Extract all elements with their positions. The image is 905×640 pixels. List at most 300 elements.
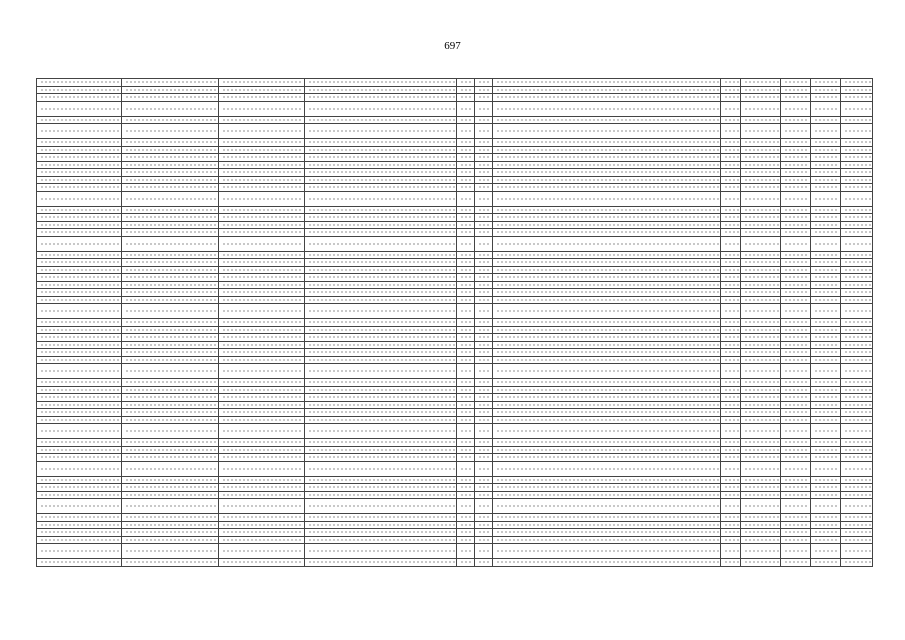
table-cell xyxy=(219,221,305,229)
table-cell xyxy=(811,206,841,214)
table-cell xyxy=(741,484,781,492)
table-cell xyxy=(457,206,475,214)
table-row xyxy=(37,221,873,229)
table-cell xyxy=(721,514,741,522)
table-cell xyxy=(122,326,219,334)
table-cell xyxy=(493,544,721,559)
page-number: 697 xyxy=(444,40,461,52)
table-cell xyxy=(841,499,873,514)
table-cell xyxy=(305,386,457,394)
table-cell xyxy=(721,281,741,289)
table-cell xyxy=(219,184,305,192)
table-cell xyxy=(721,379,741,387)
table-cell xyxy=(37,544,122,559)
table-row xyxy=(37,349,873,357)
table-cell xyxy=(781,401,811,409)
table-cell xyxy=(811,319,841,327)
table-cell xyxy=(493,319,721,327)
table-cell xyxy=(475,544,493,559)
table-cell xyxy=(841,274,873,282)
table-cell xyxy=(305,266,457,274)
table-cell xyxy=(841,281,873,289)
table-cell xyxy=(721,559,741,567)
table-cell xyxy=(741,296,781,304)
table-cell xyxy=(493,281,721,289)
table-cell xyxy=(741,394,781,402)
table-cell xyxy=(305,514,457,522)
table-cell xyxy=(457,289,475,297)
table-cell xyxy=(741,544,781,559)
table-cell xyxy=(305,116,457,124)
table-cell xyxy=(741,529,781,537)
table-cell xyxy=(122,454,219,462)
table-cell xyxy=(37,514,122,522)
table-cell xyxy=(741,521,781,529)
table-cell xyxy=(305,476,457,484)
table-cell xyxy=(721,206,741,214)
table-cell xyxy=(122,124,219,139)
table-row xyxy=(37,401,873,409)
table-cell xyxy=(475,86,493,94)
table-cell xyxy=(37,139,122,147)
table-cell xyxy=(475,476,493,484)
table-cell xyxy=(781,379,811,387)
table-cell xyxy=(741,416,781,424)
table-cell xyxy=(781,184,811,192)
table-cell xyxy=(37,461,122,476)
table-cell xyxy=(493,484,721,492)
table-cell xyxy=(475,424,493,439)
table-cell xyxy=(781,439,811,447)
table-cell xyxy=(475,146,493,154)
table-cell xyxy=(741,154,781,162)
table-cell xyxy=(305,544,457,559)
table-cell xyxy=(219,214,305,222)
table-cell xyxy=(457,439,475,447)
table-cell xyxy=(305,439,457,447)
table-cell xyxy=(781,101,811,116)
table-row xyxy=(37,229,873,237)
table-cell xyxy=(781,424,811,439)
table-cell xyxy=(493,364,721,379)
table-cell xyxy=(122,236,219,251)
table-cell xyxy=(721,439,741,447)
table-cell xyxy=(219,251,305,259)
table-cell xyxy=(219,499,305,514)
table-cell xyxy=(219,461,305,476)
table-cell xyxy=(841,169,873,177)
table-row xyxy=(37,214,873,222)
table-cell xyxy=(493,116,721,124)
table-cell xyxy=(305,364,457,379)
table-cell xyxy=(219,94,305,102)
table-cell xyxy=(741,334,781,342)
table-cell xyxy=(475,491,493,499)
table-cell xyxy=(122,161,219,169)
table-cell xyxy=(219,146,305,154)
table-cell xyxy=(37,476,122,484)
table-cell xyxy=(741,191,781,206)
table-cell xyxy=(781,296,811,304)
table-cell xyxy=(781,214,811,222)
table-cell xyxy=(457,139,475,147)
table-cell xyxy=(219,446,305,454)
table-cell xyxy=(841,484,873,492)
table-cell xyxy=(475,251,493,259)
table-cell xyxy=(811,229,841,237)
table-row xyxy=(37,146,873,154)
table-cell xyxy=(475,364,493,379)
table-cell xyxy=(781,259,811,267)
table-cell xyxy=(781,221,811,229)
table-cell xyxy=(841,559,873,567)
table-cell xyxy=(741,559,781,567)
table-cell xyxy=(219,296,305,304)
table-cell xyxy=(741,424,781,439)
table-row xyxy=(37,356,873,364)
table-cell xyxy=(475,274,493,282)
table-cell xyxy=(457,229,475,237)
table-cell xyxy=(37,124,122,139)
table-cell xyxy=(811,424,841,439)
table-cell xyxy=(841,529,873,537)
table-cell xyxy=(781,416,811,424)
table-cell xyxy=(493,139,721,147)
table-cell xyxy=(721,341,741,349)
table-cell xyxy=(122,176,219,184)
table-row xyxy=(37,454,873,462)
table-cell xyxy=(741,454,781,462)
table-cell xyxy=(475,454,493,462)
table-cell xyxy=(475,139,493,147)
table-cell xyxy=(841,514,873,522)
table-cell xyxy=(305,559,457,567)
table-cell xyxy=(841,251,873,259)
table-cell xyxy=(741,289,781,297)
table-cell xyxy=(811,221,841,229)
table-cell xyxy=(721,521,741,529)
table-cell xyxy=(305,461,457,476)
table-cell xyxy=(122,116,219,124)
table-cell xyxy=(493,146,721,154)
table-cell xyxy=(781,484,811,492)
table-cell xyxy=(37,521,122,529)
table-cell xyxy=(305,304,457,319)
table-row xyxy=(37,139,873,147)
table-row xyxy=(37,304,873,319)
table-cell xyxy=(122,169,219,177)
table-cell xyxy=(475,386,493,394)
table-cell xyxy=(37,341,122,349)
table-cell xyxy=(305,86,457,94)
table-cell xyxy=(475,296,493,304)
table-cell xyxy=(457,559,475,567)
table-cell xyxy=(219,364,305,379)
table-cell xyxy=(741,206,781,214)
table-cell xyxy=(741,116,781,124)
table-cell xyxy=(741,79,781,87)
table-cell xyxy=(37,454,122,462)
table-cell xyxy=(122,461,219,476)
table-cell xyxy=(457,191,475,206)
table-cell xyxy=(122,559,219,567)
table-cell xyxy=(457,461,475,476)
table-cell xyxy=(219,229,305,237)
table-cell xyxy=(305,499,457,514)
table-cell xyxy=(475,439,493,447)
table-cell xyxy=(457,94,475,102)
table-cell xyxy=(811,401,841,409)
table-cell xyxy=(493,79,721,87)
table-cell xyxy=(721,394,741,402)
table-cell xyxy=(219,176,305,184)
table-cell xyxy=(741,176,781,184)
table-cell xyxy=(122,266,219,274)
table-cell xyxy=(475,304,493,319)
table-cell xyxy=(37,319,122,327)
table-cell xyxy=(219,424,305,439)
table-cell xyxy=(811,529,841,537)
table-cell xyxy=(721,94,741,102)
table-cell xyxy=(841,94,873,102)
table-cell xyxy=(841,289,873,297)
table-cell xyxy=(305,341,457,349)
table-cell xyxy=(219,401,305,409)
table-cell xyxy=(305,379,457,387)
table-cell xyxy=(493,221,721,229)
table-row xyxy=(37,206,873,214)
table-cell xyxy=(741,161,781,169)
table-cell xyxy=(781,251,811,259)
table-cell xyxy=(721,544,741,559)
table-cell xyxy=(493,236,721,251)
table-cell xyxy=(721,139,741,147)
table-row xyxy=(37,529,873,537)
table-cell xyxy=(122,439,219,447)
table-row xyxy=(37,86,873,94)
table-cell xyxy=(841,401,873,409)
table-cell xyxy=(841,334,873,342)
table-cell xyxy=(721,454,741,462)
table-cell xyxy=(475,334,493,342)
table-cell xyxy=(457,176,475,184)
table-cell xyxy=(841,364,873,379)
table-cell xyxy=(37,176,122,184)
table-cell xyxy=(457,79,475,87)
table-cell xyxy=(841,476,873,484)
table-cell xyxy=(219,154,305,162)
table-cell xyxy=(122,251,219,259)
table-cell xyxy=(219,289,305,297)
table-cell xyxy=(741,281,781,289)
table-row xyxy=(37,289,873,297)
table-cell xyxy=(457,341,475,349)
table-cell xyxy=(781,154,811,162)
table-cell xyxy=(721,116,741,124)
table-cell xyxy=(475,221,493,229)
table-cell xyxy=(841,356,873,364)
table-cell xyxy=(37,206,122,214)
table-cell xyxy=(219,319,305,327)
table-cell xyxy=(457,416,475,424)
table-cell xyxy=(811,461,841,476)
table-cell xyxy=(219,206,305,214)
table-cell xyxy=(122,514,219,522)
table-cell xyxy=(811,439,841,447)
table-cell xyxy=(122,341,219,349)
table-cell xyxy=(305,191,457,206)
table-cell xyxy=(741,184,781,192)
table-cell xyxy=(122,529,219,537)
table-cell xyxy=(741,326,781,334)
table-cell xyxy=(493,454,721,462)
table-cell xyxy=(841,191,873,206)
table-cell xyxy=(475,191,493,206)
table-cell xyxy=(475,416,493,424)
table-cell xyxy=(475,266,493,274)
table-cell xyxy=(493,86,721,94)
table-cell xyxy=(493,521,721,529)
table-cell xyxy=(741,94,781,102)
table-cell xyxy=(493,229,721,237)
table-cell xyxy=(475,94,493,102)
table-cell xyxy=(721,266,741,274)
table-cell xyxy=(811,334,841,342)
table-cell xyxy=(219,191,305,206)
table-cell xyxy=(493,416,721,424)
table-cell xyxy=(493,334,721,342)
table-cell xyxy=(721,259,741,267)
table-cell xyxy=(811,476,841,484)
table-row xyxy=(37,559,873,567)
table-cell xyxy=(305,214,457,222)
table-cell xyxy=(475,559,493,567)
table-cell xyxy=(37,86,122,94)
table-cell xyxy=(37,274,122,282)
table-cell xyxy=(741,214,781,222)
table-cell xyxy=(219,79,305,87)
table-cell xyxy=(781,521,811,529)
table-cell xyxy=(475,529,493,537)
table-cell xyxy=(475,101,493,116)
table-cell xyxy=(811,484,841,492)
table-cell xyxy=(305,446,457,454)
table-cell xyxy=(721,476,741,484)
table-cell xyxy=(721,334,741,342)
table-cell xyxy=(721,176,741,184)
table-cell xyxy=(37,236,122,251)
table-cell xyxy=(841,304,873,319)
table-cell xyxy=(305,251,457,259)
table-cell xyxy=(721,491,741,499)
table-cell xyxy=(741,401,781,409)
table-cell xyxy=(122,319,219,327)
table-cell xyxy=(475,214,493,222)
table-cell xyxy=(493,491,721,499)
table-cell xyxy=(219,521,305,529)
repair-schedule-table xyxy=(36,78,873,567)
table-cell xyxy=(219,476,305,484)
table-cell xyxy=(475,326,493,334)
table-row xyxy=(37,341,873,349)
table-cell xyxy=(305,349,457,357)
table-cell xyxy=(122,476,219,484)
table-cell xyxy=(741,266,781,274)
table-cell xyxy=(811,94,841,102)
table-cell xyxy=(721,86,741,94)
table-cell xyxy=(37,161,122,169)
table-cell xyxy=(122,139,219,147)
table-cell xyxy=(122,499,219,514)
table-cell xyxy=(493,176,721,184)
table-cell xyxy=(37,409,122,417)
table-cell xyxy=(721,229,741,237)
table-cell xyxy=(841,79,873,87)
table-cell xyxy=(219,356,305,364)
table-cell xyxy=(475,206,493,214)
table-cell xyxy=(305,424,457,439)
table-cell xyxy=(457,446,475,454)
table-cell xyxy=(841,446,873,454)
table-cell xyxy=(781,514,811,522)
table-row xyxy=(37,116,873,124)
table-cell xyxy=(219,281,305,289)
table-cell xyxy=(781,176,811,184)
table-cell xyxy=(475,281,493,289)
table-cell xyxy=(781,124,811,139)
table-cell xyxy=(493,476,721,484)
table-cell xyxy=(841,394,873,402)
table-cell xyxy=(219,349,305,357)
table-cell xyxy=(493,514,721,522)
table-cell xyxy=(841,409,873,417)
table-cell xyxy=(811,386,841,394)
table-cell xyxy=(781,386,811,394)
table-cell xyxy=(841,146,873,154)
table-cell xyxy=(37,349,122,357)
table-cell xyxy=(741,124,781,139)
table-cell xyxy=(841,296,873,304)
table-cell xyxy=(493,296,721,304)
table-cell xyxy=(811,259,841,267)
table-cell xyxy=(37,94,122,102)
table-cell xyxy=(721,169,741,177)
table-cell xyxy=(219,536,305,544)
table-cell xyxy=(305,206,457,214)
table-cell xyxy=(781,409,811,417)
table-cell xyxy=(37,559,122,567)
table-row xyxy=(37,266,873,274)
table-cell xyxy=(122,86,219,94)
table-cell xyxy=(741,304,781,319)
table-cell xyxy=(305,491,457,499)
table-cell xyxy=(457,521,475,529)
table-cell xyxy=(457,169,475,177)
table-cell xyxy=(811,184,841,192)
table-cell xyxy=(493,386,721,394)
table-cell xyxy=(475,349,493,357)
table-cell xyxy=(37,536,122,544)
table-cell xyxy=(457,484,475,492)
table-cell xyxy=(741,446,781,454)
table-cell xyxy=(457,184,475,192)
table-cell xyxy=(741,251,781,259)
table-cell xyxy=(811,364,841,379)
table-row xyxy=(37,274,873,282)
table-cell xyxy=(37,416,122,424)
table-row xyxy=(37,259,873,267)
table-row xyxy=(37,154,873,162)
